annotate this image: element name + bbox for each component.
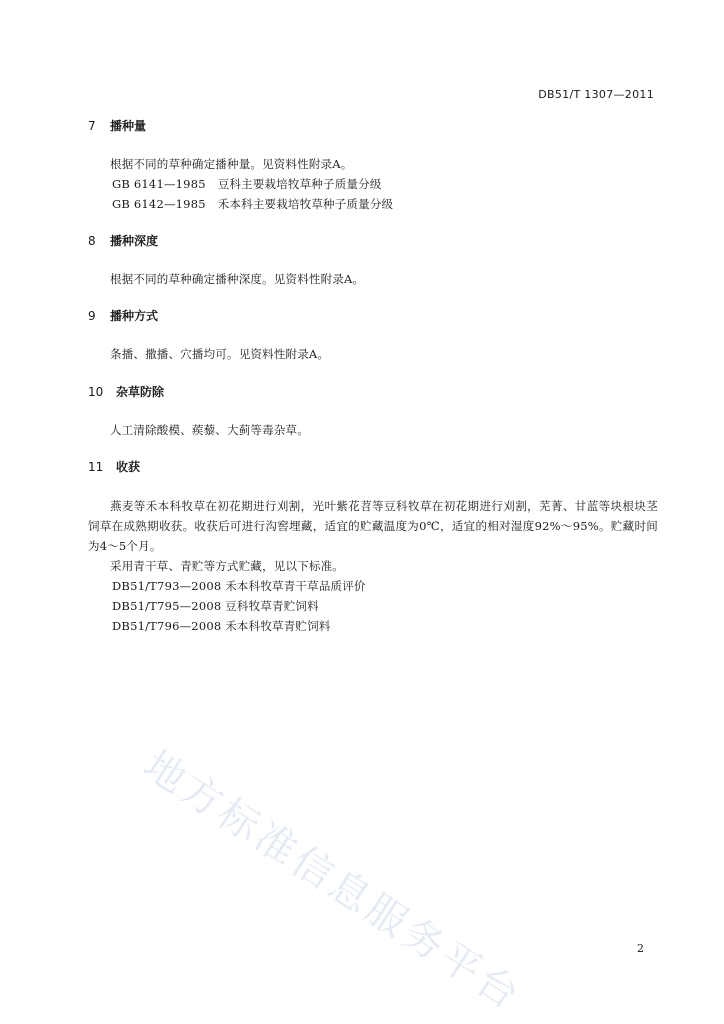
section-seeding-depth (88, 233, 658, 289)
standard-reference (88, 616, 658, 636)
section-body: 人工清除酸模、蒺藜、大蓟等毒杂草。 (110, 423, 309, 437)
section-seeding-rate (88, 118, 658, 214)
standard-reference (88, 576, 658, 596)
section-title: 收获 (116, 460, 141, 474)
section-body: 根据不同的草种确定播种深度。见资料性附录A。 (110, 272, 365, 286)
section-body: 条播、撒播、穴播均可。见资料性附录A。 (110, 347, 330, 361)
section-body: 根据不同的草种确定播种量。见资料性附录A。 (110, 157, 353, 171)
section-heading (88, 118, 658, 134)
standard-code: DB51/T796—2008 (112, 619, 222, 633)
standard-code: GB 6142—1985 (112, 197, 206, 211)
section-title: 播种深度 (110, 234, 159, 248)
standard-reference (88, 596, 658, 616)
page-number: 2 (637, 942, 644, 955)
standard-name: 禾本科牧草青贮饲料 (225, 619, 331, 633)
section-title: 播种量 (110, 119, 147, 133)
standard-name: 禾本科主要栽培牧草种子质量分级 (217, 197, 394, 211)
section-number: 11 (88, 460, 104, 474)
section-number: 8 (88, 234, 96, 248)
section-heading (88, 233, 658, 249)
standard-code: DB51/T793—2008 (112, 579, 222, 593)
document-code: DB51/T 1307—2011 (538, 88, 654, 101)
section-weed-control (88, 384, 658, 440)
standard-reference (88, 194, 658, 214)
section-title: 播种方式 (110, 309, 159, 323)
section-heading (88, 384, 658, 400)
section-body-secondary: 采用青干草、青贮等方式贮藏，见以下标准。 (110, 559, 344, 573)
section-body: 燕麦等禾本科牧草在初花期进行刈割，光叶紫花苕等豆科牧草在初花期进行刈割，芜菁、甘蓝等块根块茎饲草在成熟期收获。收获后可进行沟窖埋藏，适宜的贮藏温度为0℃，适宜的相对湿度92%～95%。贮藏时间为4～5个月。 (88, 499, 658, 553)
section-heading (88, 459, 658, 475)
standard-code: DB51/T795—2008 (112, 599, 222, 613)
section-title: 杂草防除 (116, 385, 165, 399)
standard-reference (88, 174, 658, 194)
watermark: 地方标准信息服务平台 (135, 742, 530, 1021)
section-number: 7 (88, 119, 96, 133)
standard-code: GB 6141—1985 (112, 177, 206, 191)
section-heading (88, 308, 658, 324)
section-harvest (88, 459, 658, 636)
standard-name: 豆科主要栽培牧草种子质量分级 (217, 177, 382, 191)
section-number: 9 (88, 309, 96, 323)
standard-name: 豆科牧草青贮饲料 (225, 599, 319, 613)
section-number: 10 (88, 385, 104, 399)
section-seeding-method (88, 308, 658, 364)
standard-name: 禾本科牧草青干草品质评价 (225, 579, 366, 593)
